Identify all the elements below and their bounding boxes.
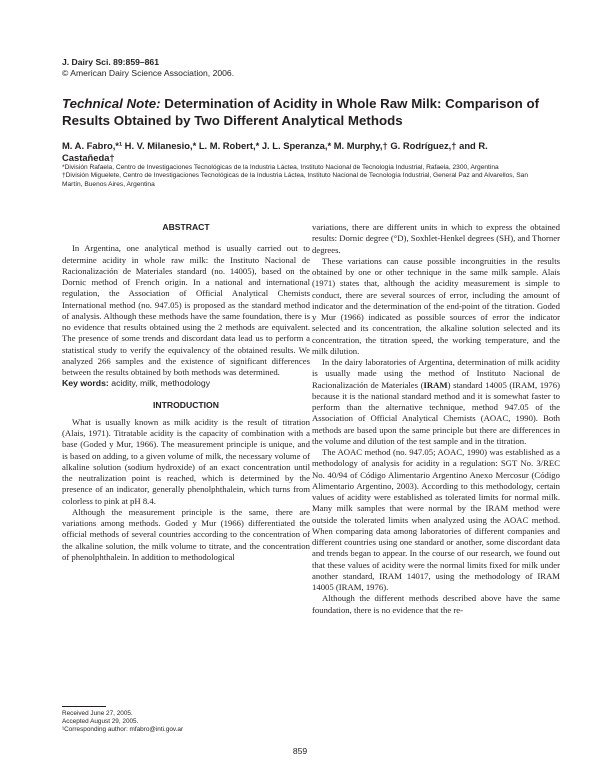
journal-copyright: © American Dairy Science Association, 2006. (62, 67, 235, 78)
title-prefix: Technical Note: (62, 96, 161, 111)
body-paragraph-5: Although the different methods described above have the same foundation, there is no evidence that the re- (312, 593, 560, 615)
introduction-heading: INTRODUCTION (153, 399, 219, 410)
right-column (312, 222, 560, 616)
affiliation-1: *División Rafaela, Centro de Investigaciones Tecnológicas de la Industria Láctea, Instituto Nacional de Tecnología Industrial, Rafaela, 2300, Argentina (62, 164, 499, 171)
journal-citation: J. Dairy Sci. 89:859–861 (62, 57, 159, 67)
page-number: 859 (292, 746, 308, 756)
body-paragraph-3-post: ) standard 14005 (IRAM, 1976) because it is the national standard method and it is somewhat faster to perform than the alternative technique, method 947.05 of the Association of Official Analytical Chemists (AOAC, 1990). Both methods are based upon the same principle but there are differences in the volume and dilution of the test sample and in the titration. (312, 379, 561, 446)
corresponding-author: ¹Corresponding author: mfabro@inti.gov.ar (62, 726, 184, 734)
body-paragraph-4: The AOAC method (no. 947.05; AOAC, 1990) was established as a methodology of analysis for acidity in a regulation: SGT No. 3/REC No. 40/94 of Código Alimentario Argentino Anexo Mercosur (Código Alimentario Argentino, 2003). According to this methodology, certain values of acidity were established as tolerated limits for normal milk. Many milk samples that were normal by the IRAM method were outside the tolerated limits when analyzed using the AOAC method. When comparing data among laboratories of different companies and different countries using one standard or another, some discordant data and trends began to appear. In the course of our research, we found out that these values of acidity were the normal limits fixed for milk under another standard, IRAM 14017, using the methodology of IRAM 14005 (IRAM, 1976). (312, 447, 560, 592)
affiliation-2: †División Miguelete, Centro de Investigaciones Tecnológicas de la Industria Láctea, Instituto Nacional de Tecnología Industrial, General Paz and Alvarellos, San Martín, Buenos Aires, Argentina (62, 172, 528, 188)
left-column (62, 222, 310, 563)
iram-abbrev: IRAM (423, 379, 448, 390)
footnote-divider (62, 706, 106, 707)
footnotes (62, 710, 183, 735)
keywords (62, 378, 310, 389)
accepted-date: Accepted August 29, 2005. (62, 718, 139, 726)
body-paragraph-2: These variations can cause possible incongruities in the results obtained by one or other technique in the same milk sample. Alais (1971) states that, although the acidity measurement is simple to conduct, there are several sources of error, including the amount of indicator and the determination of the end-point of the titration. Goded y Mur (1966) indicated as possible sources of error the indicator selected and its concentration, the alkaline solution selected and its concentration, the titration speed, the working temperature, and the milk dilution. (312, 255, 560, 356)
journal-header (62, 57, 234, 78)
title-main: Determination of Acidity in Whole Raw Milk: Comparison of Results Obtained by Two Different Analytical Methods (62, 96, 540, 128)
intro-paragraph-1: What is usually known as milk acidity is the result of titration (Alais, 1971). Titratable acidity is the capacity of combination with a base (Goded y Mur, 1966). The measurement principle is unique, and is based on adding, to a given volume of milk, the necessary volume of alkaline solution (sodium hydroxide) of an exact concentration until the neutralization point is reached, which is determined by the presence of an indicator, generally phenolphthalein, which turns from colorless to pink at pH 8.4. (62, 416, 310, 506)
article-title (62, 96, 542, 129)
author-list: M. A. Fabro,*¹ H. V. Milanesio,* L. M. Robert,* J. L. Speranza,* M. Murphy,† G. Rodríguez,† and R. Castañeda† (62, 140, 488, 164)
keywords-label: Key words: (62, 378, 109, 389)
body-paragraph-3 (312, 357, 560, 447)
keywords-list: acidity, milk, methodology (108, 378, 211, 389)
body-paragraph-3-pre: In the dairy laboratories of Argentina, determination of milk acidity is usually made using the method of Instituto Nacional de Racionalización de Materiales ( (312, 357, 560, 390)
received-date: Received June 27, 2005. (62, 710, 133, 717)
abstract-text: In Argentina, one analytical method is usually carried out to determine acidity in whole raw milk: the Instituto Nacional de Racionalización de Materiales standard (no. 14005), based on the Dornic method of French origin. In a national and international regulation, the Association of Official Analytical Chemists International method (no. 947.05) is proposed as the standard method of analysis. Although these methods have the same foundation, there is no evidence that results obtained using the 2 methods are equivalent. The presence of some trends and discordant data lead us to perform a statistical study to verify the equivalency of the obtained results. We analyzed 266 samples and the existence of significant differences between the results obtained by both methods was determined. (62, 243, 310, 377)
abstract-heading: ABSTRACT (162, 222, 210, 232)
body-paragraph-1: variations, there are different units in which to express the obtained results: Dornic degree (°D), Soxhlet-Henkel degrees (SH), and Thorner degrees. (312, 222, 560, 255)
intro-paragraph-2: Although the measurement principle is the same, there are variations among methods. Goded y Mur (1966) differentiated the official methods of several countries according to the concentration of the alkaline solution, the milk volume to titrate, and the concentration of phenolphthalein. In addition to methodological (62, 506, 310, 562)
affiliations (62, 164, 542, 189)
